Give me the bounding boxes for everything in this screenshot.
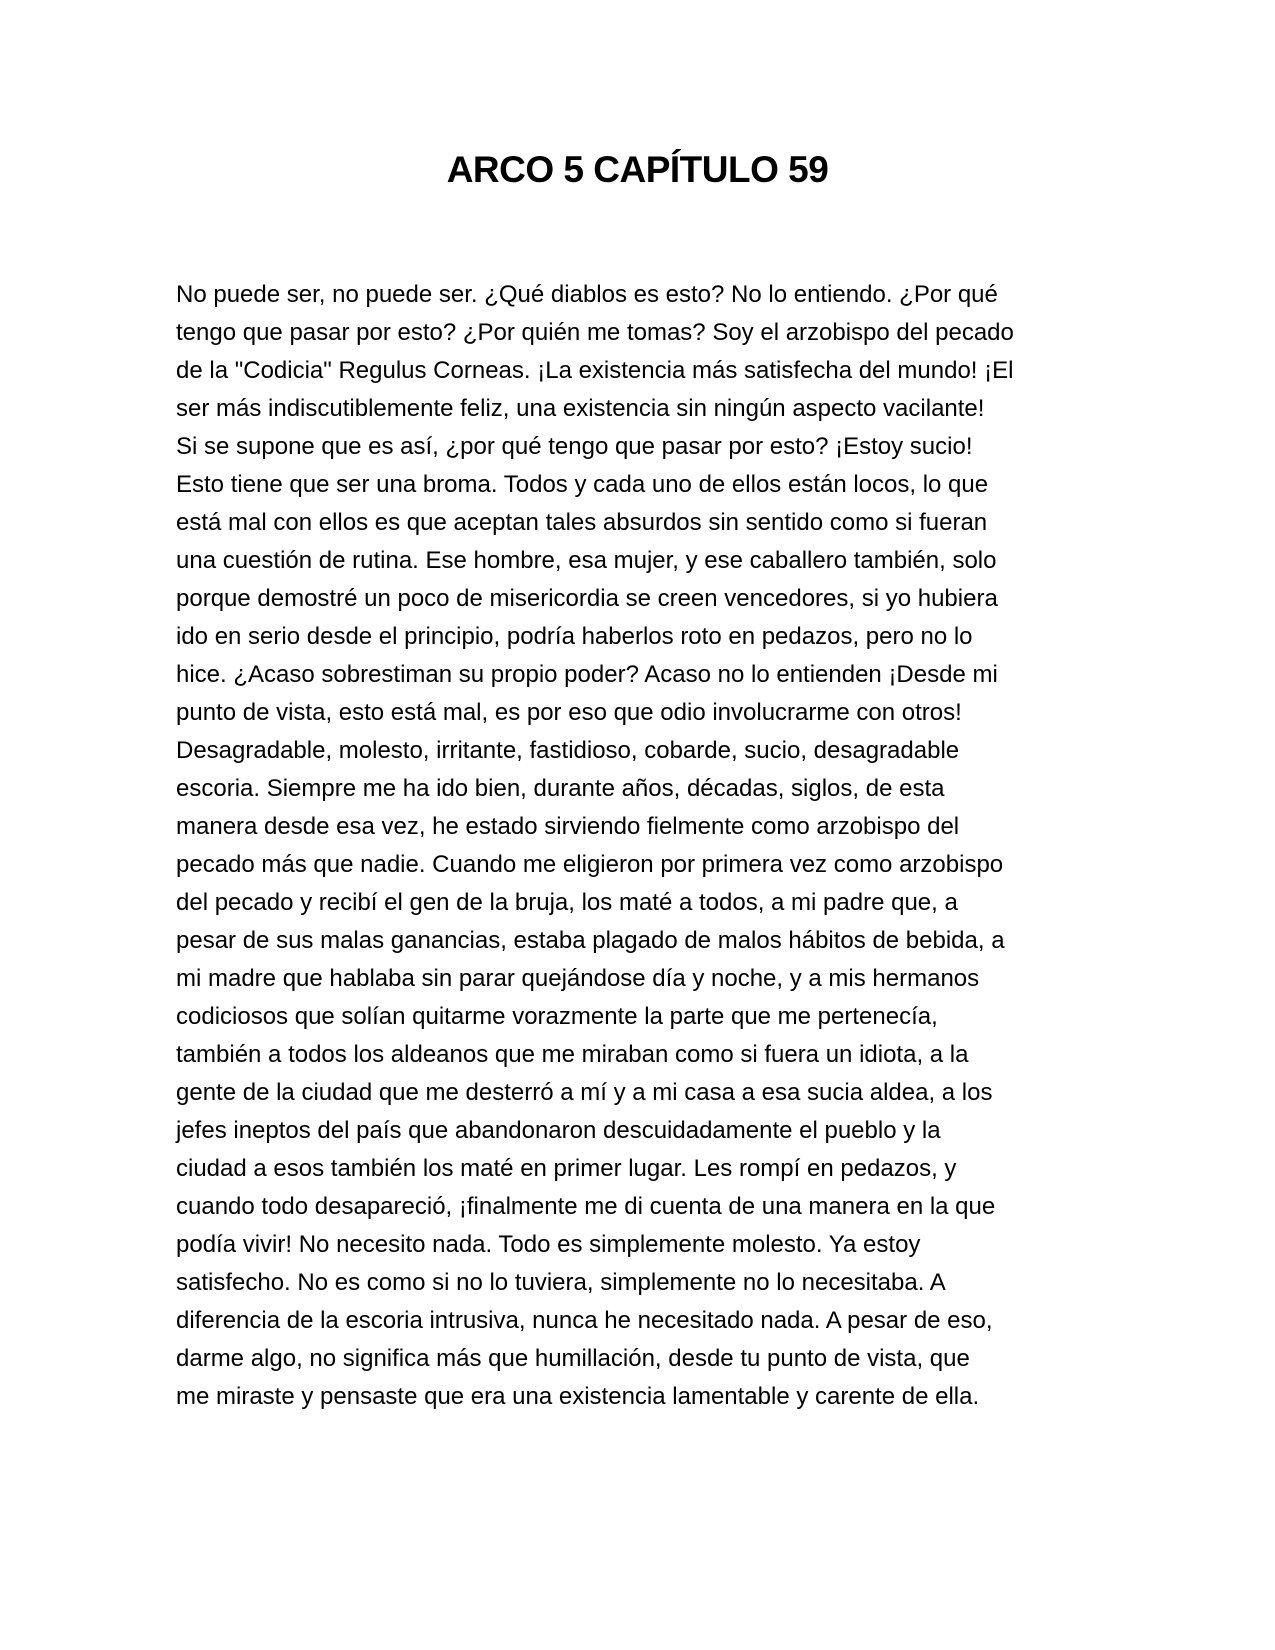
text-line: codiciosos que solían quitarme vorazmente la parte que me pertenecía, (176, 1003, 938, 1030)
text-line: Esto tiene que ser una broma. Todos y cada uno de ellos están locos, lo que (176, 471, 989, 498)
body-paragraph (176, 276, 1116, 1416)
text-line: ciudad a esos también los maté en primer lugar. Les rompí en pedazos, y (176, 1155, 957, 1182)
text-line: pecado más que nadie. Cuando me eligieron por primera vez como arzobispo (176, 851, 1004, 878)
text-line: punto de vista, esto está mal, es por eso que odio involucrarme con otros! (176, 699, 962, 726)
text-line: una cuestión de rutina. Ese hombre, esa mujer, y ese caballero también, solo (176, 547, 997, 574)
text-line: tengo que pasar por esto? ¿Por quién me tomas? Soy el arzobispo del pecado (176, 319, 1014, 346)
text-line: jefes ineptos del país que abandonaron descuidadamente el pueblo y la (176, 1117, 941, 1144)
text-line: me miraste y pensaste que era una existencia lamentable y carente de ella. (176, 1383, 980, 1410)
text-line: Desagradable, molesto, irritante, fastidioso, cobarde, sucio, desagradable (176, 737, 960, 764)
text-line: porque demostré un poco de misericordia se creen vencedores, si yo hubiera (176, 585, 998, 612)
text-line: manera desde esa vez, he estado sirviendo fielmente como arzobispo del (176, 813, 960, 840)
text-line: de la "Codicia" Regulus Corneas. ¡La existencia más satisfecha del mundo! ¡El (176, 357, 1014, 384)
text-line: mi madre que hablaba sin parar quejándose día y noche, y a mis hermanos (176, 965, 980, 992)
text-line: Si se supone que es así, ¿por qué tengo que pasar por esto? ¡Estoy sucio! (176, 433, 973, 460)
text-line: darme algo, no significa más que humillación, desde tu punto de vista, que (176, 1345, 970, 1372)
text-line: ido en serio desde el principio, podría haberlos roto en pedazos, pero no lo (176, 623, 973, 650)
text-line: escoria. Siempre me ha ido bien, durante años, décadas, siglos, de esta (176, 775, 945, 802)
text-line: gente de la ciudad que me desterró a mí y a mi casa a esa sucia aldea, a los (176, 1079, 993, 1106)
text-line: ser más indiscutiblemente feliz, una existencia sin ningún aspecto vacilante! (176, 395, 985, 422)
text-line: está mal con ellos es que aceptan tales absurdos sin sentido como si fueran (176, 509, 988, 536)
text-line: del pecado y recibí el gen de la bruja, los maté a todos, a mi padre que, a (176, 889, 958, 916)
text-line: satisfecho. No es como si no lo tuviera, simplemente no lo necesitaba. A (176, 1269, 946, 1296)
text-line: pesar de sus malas ganancias, estaba plagado de malos hábitos de bebida, a (176, 927, 1005, 954)
chapter-title: ARCO 5 CAPÍTULO 59 (446, 149, 829, 190)
text-line: podía vivir! No necesito nada. Todo es simplemente molesto. Ya estoy (176, 1231, 921, 1258)
text-line: No puede ser, no puede ser. ¿Qué diablos es esto? No lo entiendo. ¿Por qué (176, 281, 998, 308)
text-line: cuando todo desapareció, ¡finalmente me di cuenta de una manera en la que (176, 1193, 996, 1220)
text-line: diferencia de la escoria intrusiva, nunca he necesitado nada. A pesar de eso, (176, 1307, 993, 1334)
text-line: también a todos los aldeanos que me miraban como si fuera un idiota, a la (176, 1041, 969, 1068)
text-line: hice. ¿Acaso sobrestiman su propio poder? Acaso no lo entienden ¡Desde mi (176, 661, 998, 688)
